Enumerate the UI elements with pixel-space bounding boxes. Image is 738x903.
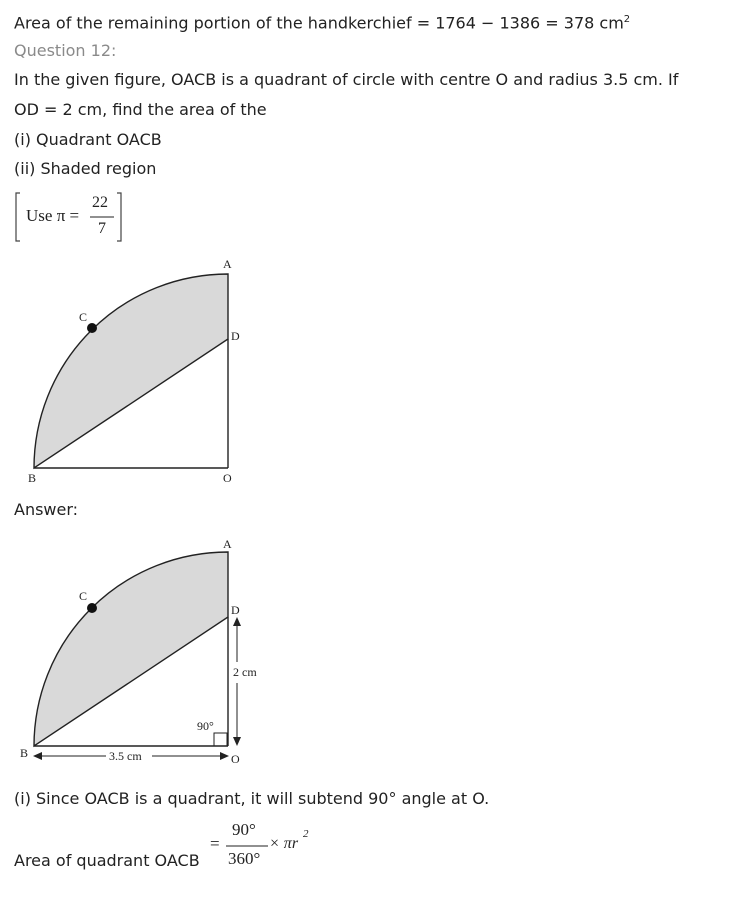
od-length-label: 2 cm: [233, 665, 257, 679]
right-angle-mark: [214, 733, 227, 746]
shaded-region: [34, 274, 228, 468]
question-part1: (i) Quadrant OACB: [14, 130, 162, 149]
bo-arrow-left: [33, 752, 42, 760]
label-c: C: [79, 310, 88, 324]
use-pi-box: [14, 191, 126, 243]
label-c-answer: C: [79, 589, 88, 603]
question-part2: (ii) Shaded region: [14, 159, 157, 178]
use-pi-label: Use π =: [26, 206, 80, 225]
label-a: A: [223, 257, 232, 271]
od-arrow-up: [233, 617, 241, 626]
label-o-answer: O: [231, 752, 240, 766]
figure-answer: [0, 530, 300, 770]
point-c-answer: [87, 603, 97, 613]
label-o: O: [223, 471, 232, 485]
label-b-answer: B: [20, 746, 29, 760]
formula-numerator: 90°: [232, 820, 256, 839]
question-text-line2: OD = 2 cm, find the area of the: [14, 100, 267, 119]
point-c: [87, 323, 97, 333]
intro-line: [14, 10, 630, 33]
bo-arrow-right: [220, 752, 229, 760]
label-b: B: [28, 471, 37, 485]
formula-equals: =: [210, 834, 220, 853]
label-d-answer: D: [231, 603, 240, 617]
figure-question: [0, 250, 300, 490]
formula-sup: 2: [303, 828, 309, 840]
od-arrow-down: [233, 737, 241, 746]
intro-sup: 2: [623, 14, 631, 25]
formula-denominator: 360°: [228, 849, 261, 868]
question-heading: Question 12:: [14, 41, 117, 60]
use-pi-numerator: 22: [92, 194, 108, 211]
area-label: Area of quadrant OACB: [14, 851, 200, 870]
angle-label: 90°: [197, 719, 214, 733]
answer-label: Answer:: [14, 500, 79, 519]
formula-rest: × πr: [269, 835, 299, 852]
answer-step1: (i) Since OACB is a quadrant, it will subtend 90° angle at O.: [14, 789, 490, 808]
label-a-answer: A: [223, 537, 232, 551]
question-text-line1: In the given figure, OACB is a quadrant of circle with centre O and radius 3.5 cm. If: [14, 70, 679, 89]
label-d: D: [231, 329, 240, 343]
area-formula: [210, 816, 330, 876]
intro-text: Area of the remaining portion of the handkerchief = 1764 − 1386 = 378 cm: [14, 13, 624, 33]
use-pi-denominator: 7: [98, 220, 106, 237]
bo-length-label: 3.5 cm: [109, 749, 142, 763]
shaded-region-answer: [34, 552, 228, 746]
